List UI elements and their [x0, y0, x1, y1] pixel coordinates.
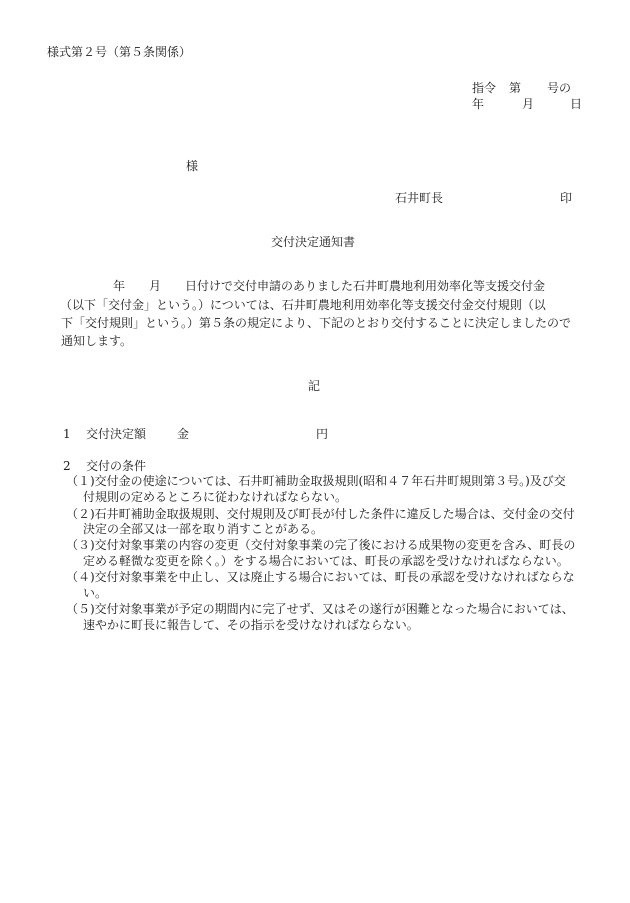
date-year: 年: [472, 97, 485, 111]
date-month: 月: [522, 97, 535, 111]
form-label: 様式第２号（第５条関係）: [47, 45, 192, 59]
condition-1-line-2: 付規則の定めるところに従わなければならない。: [83, 490, 348, 504]
item1-number: 1: [63, 427, 71, 441]
condition-2-line-2: 決定の全部又は一部を取り消すことがある。: [83, 522, 324, 536]
condition-4-line-2: い。: [83, 586, 108, 600]
condition-4-line-1: （４)交付対象事業を中止し、又は廃止する場合においては、町長の承認を受けなければならな: [66, 570, 575, 584]
body-line-1: 年 月 日付けで交付申請のありました石井町農地利用効率化等支援交付金: [113, 279, 546, 293]
item1-kin: 金: [177, 427, 190, 441]
document-title: 交付決定通知書: [271, 235, 356, 249]
item1-label: 交付決定額: [86, 427, 147, 441]
condition-2-line-1: （２)石井町補助金取扱規則、交付規則及び町長が付した条件に違反した場合は、交付金の交付: [66, 507, 575, 521]
ref-prefix: 指令: [472, 81, 497, 95]
item2-number: 2: [63, 459, 71, 473]
ref-suffix: 号の: [547, 81, 572, 95]
condition-3-line-1: （３)交付対象事業の内容の変更（交付対象事業の完了後における成果物の変更を含み、町長の: [66, 538, 576, 552]
condition-5-line-2: 速やかに町長に報告して、その指示を受けなければならない。: [83, 618, 419, 632]
condition-3-line-2: 定める軽微な変更を除く。）をする場合においては、町長の承認を受けなければならない。: [83, 554, 569, 568]
addressee-honorific: 様: [186, 159, 199, 173]
date-day: 日: [570, 97, 583, 111]
condition-1-line-1: （１)交付金の使途については、石井町補助金取扱規則(昭和４７年石井町規則第３号。)及び交: [66, 474, 566, 488]
issuer-name: 石井町長: [395, 191, 444, 205]
item1-yen: 円: [316, 427, 329, 441]
ki-heading: 記: [308, 379, 321, 393]
issuer-seal: 印: [560, 191, 573, 205]
body-line-4: 通知します。: [61, 334, 133, 348]
body-line-2: （以下「交付金」という。）については、石井町農地利用効率化等支援交付金交付規則（以: [60, 298, 546, 312]
condition-5-line-1: （５)交付対象事業が予定の期間内に完了せず、又はその遂行が困難となった場合においては、: [66, 602, 574, 616]
item2-label: 交付の条件: [86, 459, 147, 473]
ref-dai: 第: [509, 81, 522, 95]
body-line-3: 下「交付規則」という。）第５条の規定により、下記のとおり交付することに決定しましたので: [61, 316, 572, 330]
